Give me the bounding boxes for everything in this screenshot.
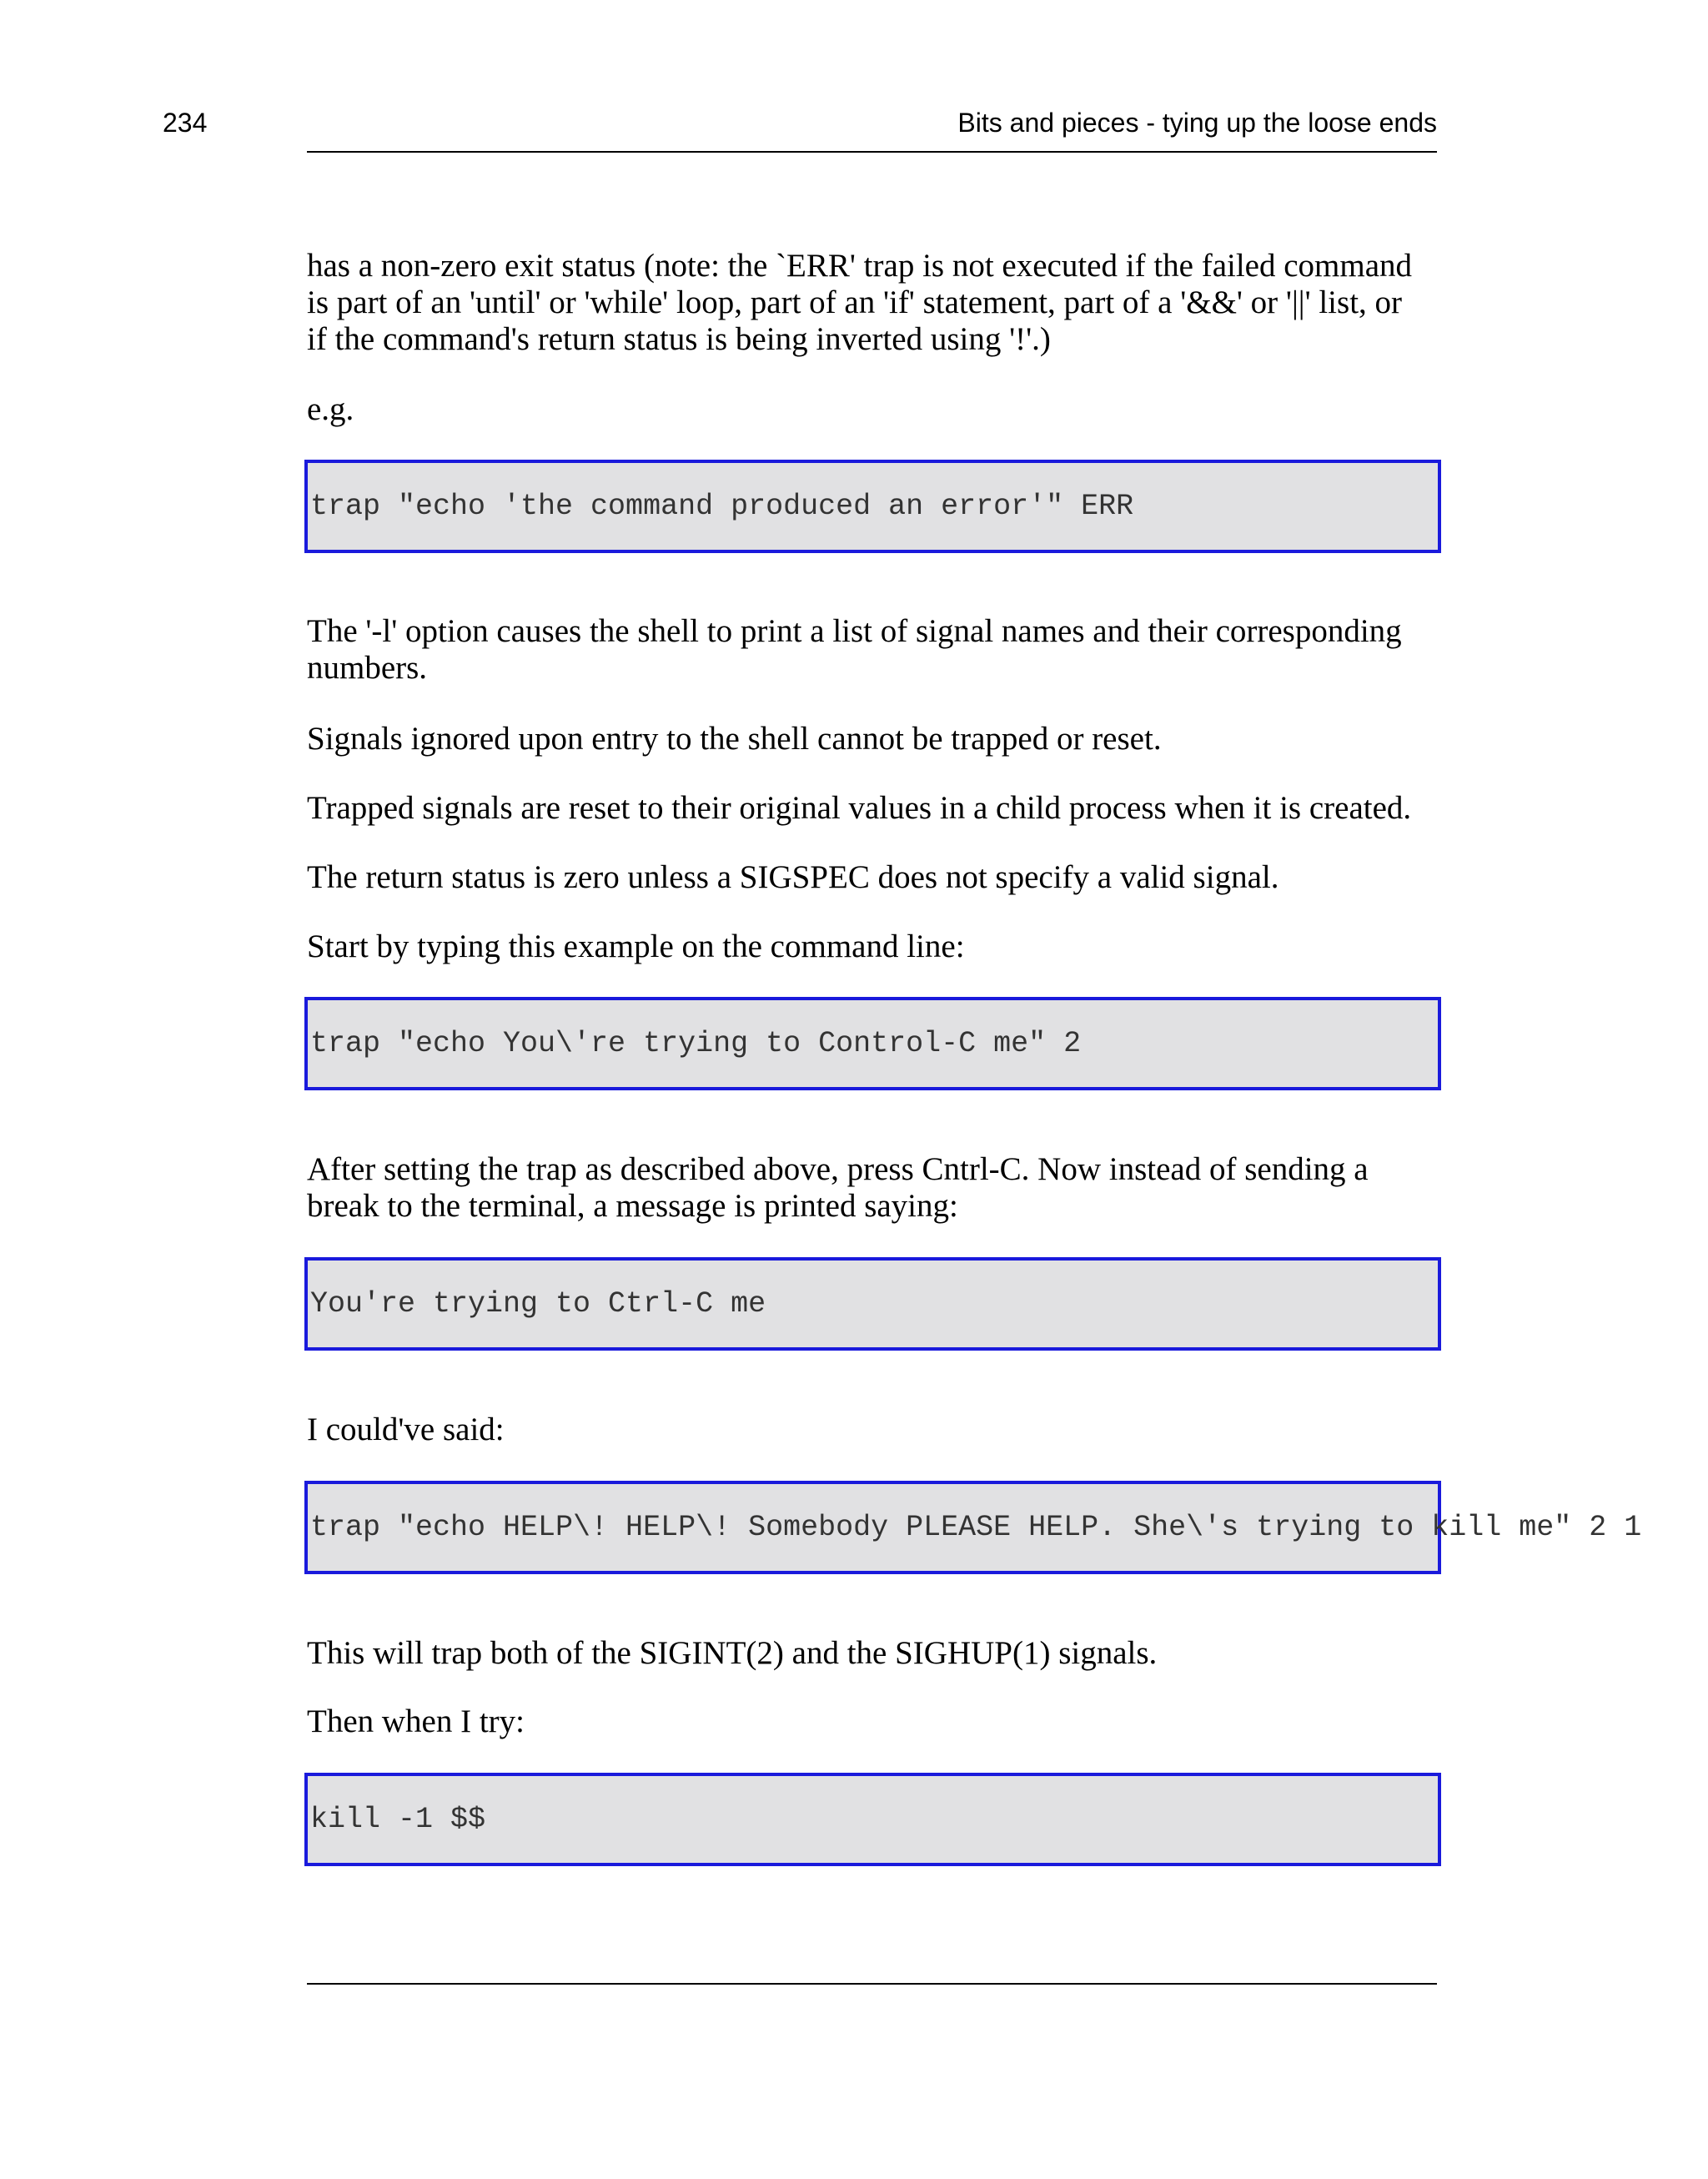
code-text: You're trying to Ctrl-C me (310, 1287, 766, 1321)
header-rule (307, 151, 1437, 153)
paragraph-then-when: Then when I try: (307, 1703, 525, 1739)
paragraph-line: numbers. (307, 650, 428, 686)
paragraph-line: break to the terminal, a message is printed saying: (307, 1188, 958, 1224)
paragraph-return-status: The return status is zero unless a SIGSPEC does not specify a valid signal. (307, 859, 1279, 895)
code-block-help-trap (304, 1481, 1642, 1574)
paragraph-after-setting (307, 1151, 1441, 1225)
code-block-output-message (304, 1257, 1441, 1351)
paragraph-line: has a non-zero exit status (note: the `ERR' trap is not executed if the failed command (307, 248, 1413, 284)
paragraph-sigint-sighup: This will trap both of the SIGINT(2) and the SIGHUP(1) signals. (307, 1635, 1158, 1671)
code-block-control-c-trap (304, 997, 1441, 1090)
page-number: 234 (163, 108, 208, 138)
paragraph-start-example: Start by typing this example on the command line: (307, 928, 965, 964)
code-text: trap "echo You\'re trying to Control-C me" 2 (310, 1027, 1082, 1060)
paragraph-line: if the command's return status is being inverted using '!'.) (307, 321, 1051, 357)
paragraph-eg: e.g. (307, 391, 354, 427)
paragraph-l-option (307, 613, 1441, 687)
code-text: trap "echo HELP\! HELP\! Somebody PLEASE HELP. She\'s trying to kill me" 2 1 (310, 1511, 1642, 1544)
paragraph-trapped-signals: Trapped signals are reset to their original values in a child process when it is created. (307, 790, 1412, 826)
paragraph-couldve-said: I could've said: (307, 1412, 505, 1447)
paragraph-err-trap-note (307, 248, 1441, 358)
paragraph-line: is part of an 'until' or 'while' loop, part of an 'if' statement, part of a '&&' or '||' list, or (307, 284, 1403, 320)
code-block-kill (304, 1773, 1441, 1866)
code-block-err-trap (304, 460, 1441, 553)
running-header: Bits and pieces - tying up the loose ends (957, 108, 1437, 138)
code-text: trap "echo 'the command produced an error'" ERR (310, 490, 1134, 523)
paragraph-line: After setting the trap as described above, press Cntrl-C. Now instead of sending a (307, 1151, 1369, 1187)
footer-rule (307, 1983, 1437, 1985)
paragraph-line: The '-l' option causes the shell to print a list of signal names and their corresponding (307, 613, 1402, 649)
paragraph-signals-ignored: Signals ignored upon entry to the shell cannot be trapped or reset. (307, 721, 1162, 757)
code-text: kill -1 $$ (310, 1803, 486, 1836)
